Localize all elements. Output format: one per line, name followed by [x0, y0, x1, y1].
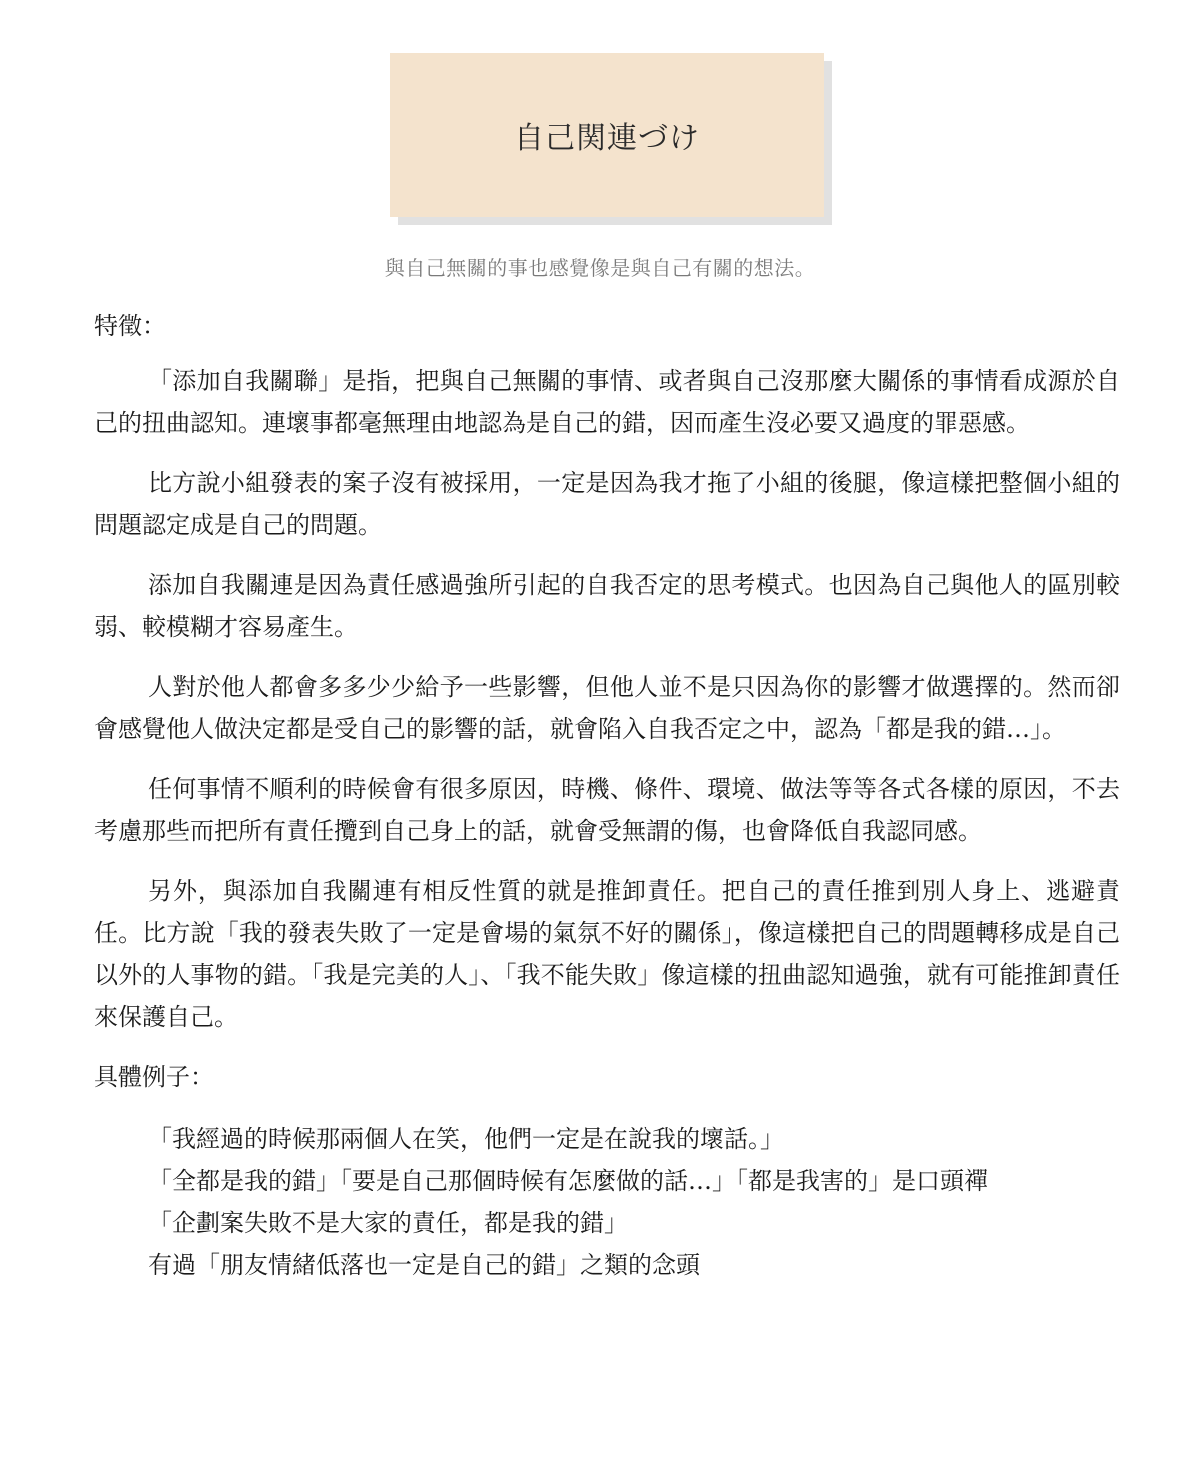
examples-list	[148, 1118, 1120, 1286]
title-caption: 與自己無關的事也感覺像是與自己有關的想法。	[384, 256, 816, 280]
features-paragraph-6: 另外，與添加自我關連有相反性質的就是推卸責任。把自己的責任推到別人身上、逃避責任。比方說「我的發表失敗了一定是會場的氣氛不好的關係」，像這樣把自己的問題轉移成是自己以外的人事物的錯。「我是完美的人」、「我不能失敗」像這樣的扭曲認知過強，就有可能推卸責任來保護自己。	[94, 877, 1120, 1031]
example-item-1: 「我經過的時候那兩個人在笑，他們一定是在說我的壞話。」	[148, 1125, 784, 1153]
title-card	[390, 53, 824, 217]
title-card-text: 自己関連づけ	[514, 121, 700, 156]
features-paragraph-5: 任何事情不順利的時候會有很多原因，時機、條件、環境、做法等等各式各樣的原因，不去考慮那些而把所有責任攬到自己身上的話，就會受無謂的傷，也會降低自我認同感。	[94, 775, 1120, 845]
features-paragraph-1: 「添加自我關聯」是指，把與自己無關的事情、或者與自己沒那麼大關係的事情看成源於自己的扭曲認知。連壞事都毫無理由地認為是自己的錯，因而產生沒必要又過度的罪惡感。	[94, 367, 1120, 437]
examples-label: 具體例子：	[94, 1063, 214, 1091]
example-item-4: 有過「朋友情緒低落也一定是自己的錯」之類的念頭	[148, 1251, 700, 1279]
features-label: 特徵：	[94, 312, 166, 340]
features-paragraph-2: 比方說小組發表的案子沒有被採用，一定是因為我才拖了小組的後腿，像這樣把整個小組的問題認定成是自己的問題。	[94, 469, 1120, 539]
example-item-3: 「企劃案失敗不是大家的責任，都是我的錯」	[148, 1209, 628, 1237]
features-paragraph-3: 添加自我關連是因為責任感過強所引起的自我否定的思考模式。也因為自己與他人的區別較弱、較模糊才容易產生。	[94, 571, 1120, 641]
features-paragraph-4: 人對於他人都會多多少少給予一些影響，但他人並不是只因為你的影響才做選擇的。然而卻會感覺他人做決定都是受自己的影響的話，就會陷入自我否定之中，認為「都是我的錯…」。	[94, 673, 1120, 743]
example-item-2: 「全都是我的錯」「要是自己那個時候有怎麼做的話…」「都是我害的」是口頭禪	[148, 1167, 988, 1195]
article-body	[94, 305, 1120, 1286]
